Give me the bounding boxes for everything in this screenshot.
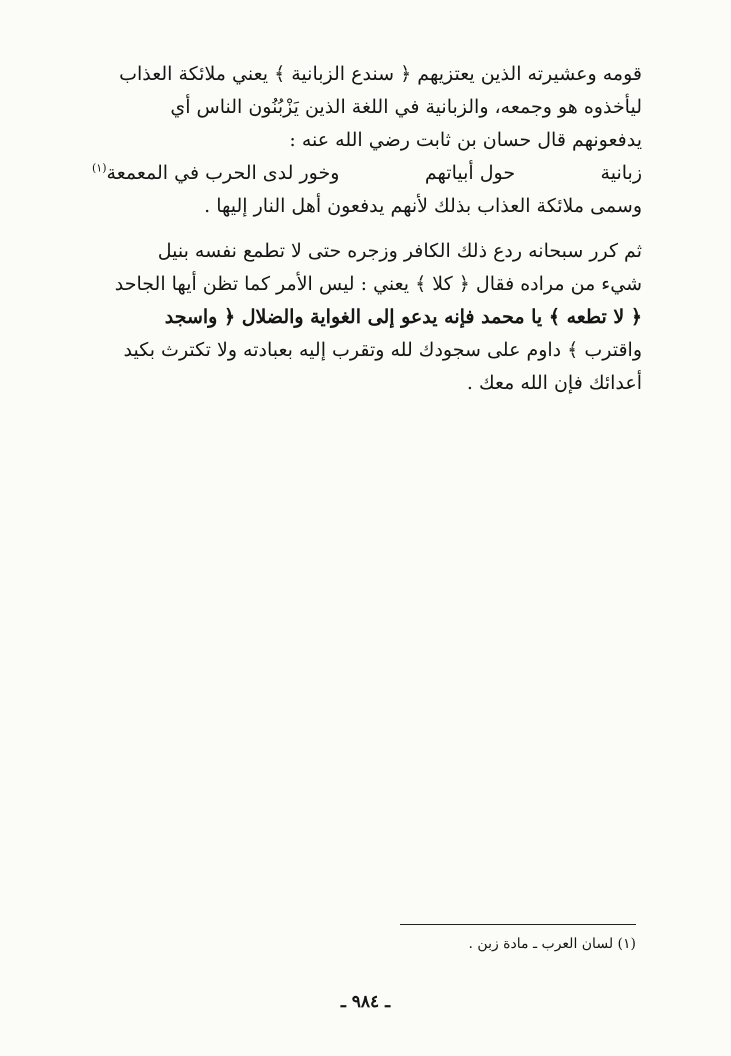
text-line: ليأخذوه هو وجمعه، والزبانية في اللغة الذين يَزْبُنُون الناس أي: [170, 96, 642, 118]
footnote-reference[interactable]: (١): [92, 161, 107, 175]
text-line: واقترب ﴾ داوم على سجودك لله وتقرب إليه بعبادته ولا تكترث بكيد: [123, 339, 642, 361]
footnote-separator: [400, 924, 636, 925]
paragraph-break: [92, 223, 642, 235]
text-line: ثم كرر سبحانه ردع ذلك الكافر وزجره حتى لا تطمع نفسه بنيل: [157, 240, 642, 262]
verse-hemistich: حول أبياتهم: [424, 162, 516, 184]
footnote: (١) لسان العرب ـ مادة زبن .: [468, 936, 636, 952]
text-line: أعدائك فإن الله معك .: [466, 372, 642, 394]
main-text: [92, 58, 642, 400]
verse-hemistich-last: وخور لدى الحرب في المعمعة$^{(١)}$: [92, 161, 340, 184]
text-line: وسمى ملائكة العذاب بذلك لأنهم يدفعون أهل النار إليها .: [204, 195, 642, 217]
verse-hemistich: زبانية: [600, 162, 642, 184]
poem-verse: [92, 157, 642, 190]
text-line: قومه وعشيرته الذين يعتزيهم ﴿ سندع الزبانية ﴾ يعني ملائكة العذاب: [119, 63, 642, 85]
text-line: ﴿ لا تطعه ﴾ يا محمد فإنه يدعو إلى الغواية والضلال ﴿ واسجد: [164, 306, 642, 328]
text-line: شيء من مراده فقال ﴿ كلا ﴾ يعني : ليس الأمر كما تظن أيها الجاحد: [114, 273, 642, 295]
page-number: ـ ٩٨٤ ـ: [340, 992, 391, 1012]
text-line: يدفعونهم قال حسان بن ثابت رضي الله عنه :: [289, 129, 642, 151]
